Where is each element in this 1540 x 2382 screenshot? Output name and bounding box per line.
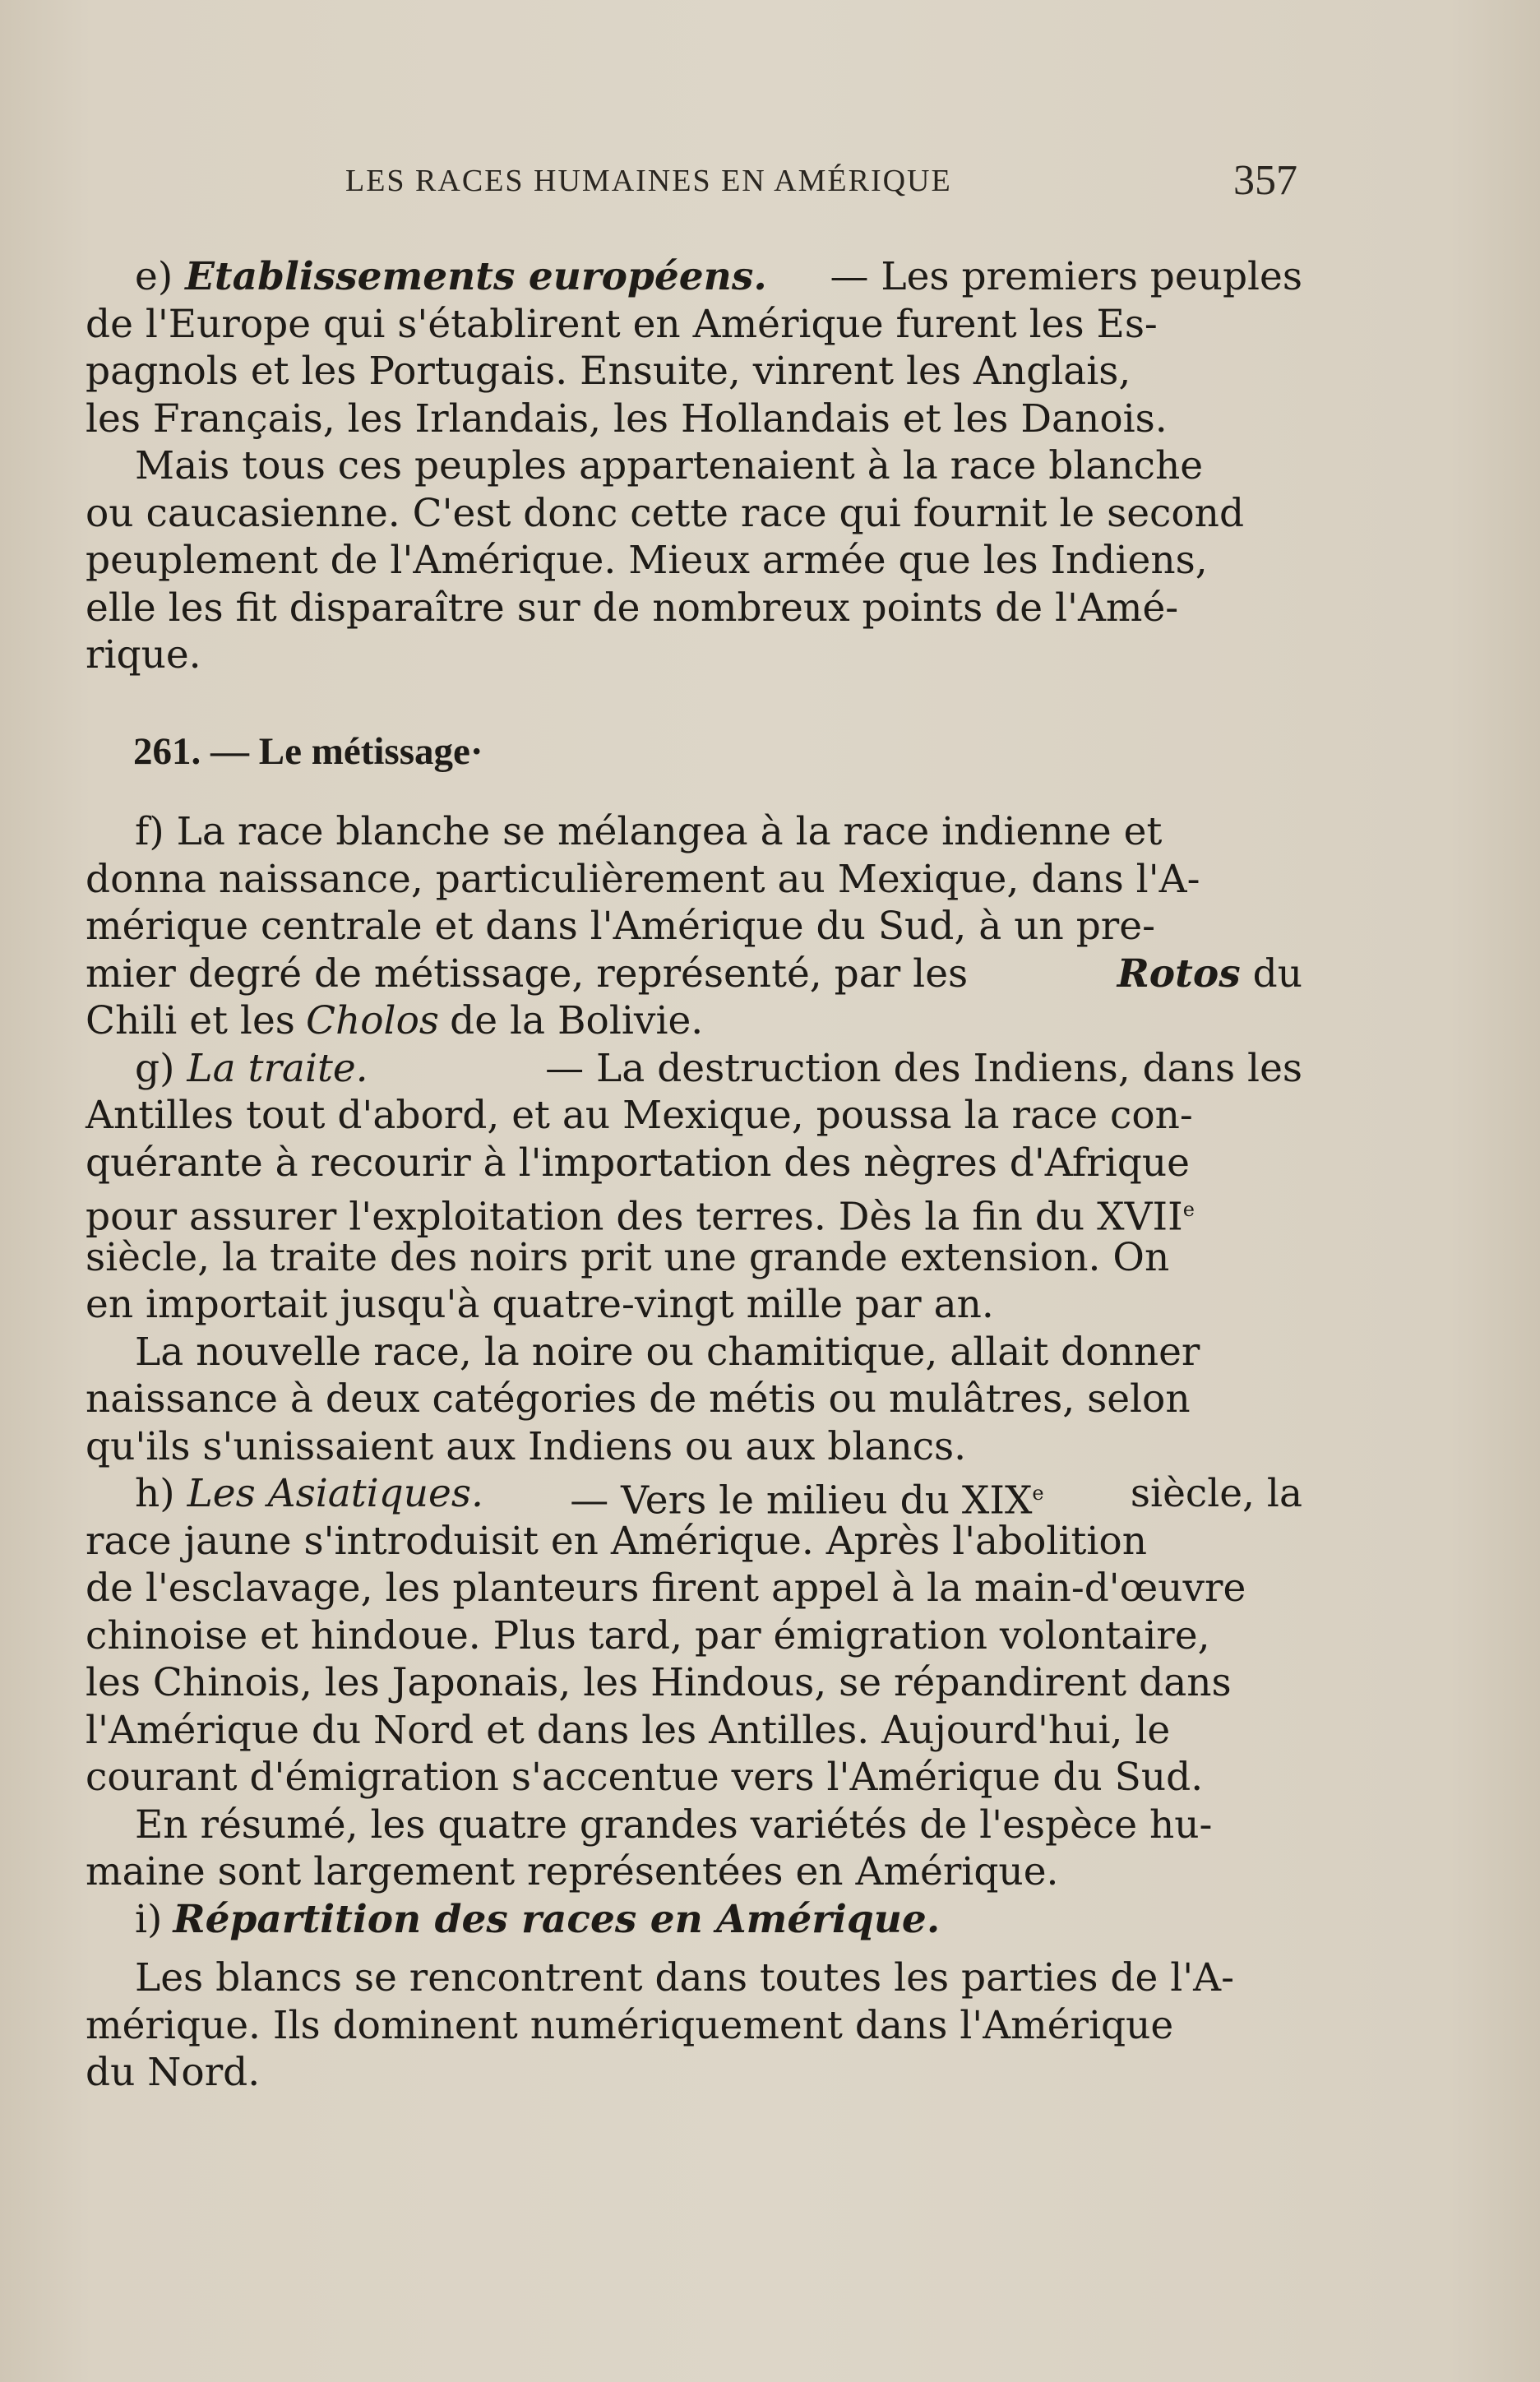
text-line: les Français, les Irlandais, les Hollandais et les Danois. bbox=[86, 395, 1168, 442]
text-line: courant d'émigration s'accentue vers l'Amérique du Sud. bbox=[86, 1755, 1204, 1800]
text-line: naissance à deux catégories de métis ou mulâtres, selon bbox=[86, 1376, 1191, 1422]
text-line: Les blancs se rencontrent dans toutes les parties de l'A- bbox=[135, 1955, 1234, 2000]
text-fragment: mier degré de métissage, représenté, par les bbox=[86, 950, 969, 997]
section-e-text: — Les premiers peuples bbox=[830, 254, 1302, 299]
text-line: chinoise et hindoue. Plus tard, par émigration volontaire, bbox=[86, 1612, 1210, 1658]
superscript: e bbox=[1032, 1482, 1044, 1505]
text-line: Mais tous ces peuples appartenaient à la race blanche bbox=[135, 443, 1204, 488]
text-fragment: Chili et les bbox=[86, 998, 295, 1043]
text-line: quérante à recourir à l'importation des nègres d'Afrique bbox=[86, 1140, 1190, 1186]
text-line: donna naissance, particulièrement au Mexique, dans l'A- bbox=[86, 856, 1200, 902]
text-line: maine sont largement représentées en Amérique. bbox=[86, 1849, 1059, 1894]
text-line: pagnols et les Portugais. Ensuite, vinrent les Anglais, bbox=[86, 349, 1131, 394]
paragraph-h-line-1 bbox=[86, 1470, 1302, 1524]
section-g-text: — La destruction des Indiens, dans les bbox=[545, 1045, 1302, 1091]
text-line-xvii bbox=[86, 1186, 1302, 1240]
text-fragment: du bbox=[1252, 950, 1302, 997]
section-g-marker: g) bbox=[135, 1045, 175, 1091]
paragraph-g-line-1 bbox=[86, 1045, 1302, 1093]
section-i-title: Répartition des races en Amérique. bbox=[173, 1896, 941, 1942]
text-line: En résumé, les quatre grandes variétés de l'espèce hu- bbox=[135, 1802, 1213, 1848]
running-title: LES RACES HUMAINES EN AMÉRIQUE bbox=[345, 164, 952, 198]
text-line-rotos bbox=[86, 950, 1302, 998]
text-line: qu'ils s'unissaient aux Indiens ou aux blancs. bbox=[86, 1423, 967, 1469]
section-h-title: Les Asiatiques. bbox=[187, 1471, 483, 1516]
text-line: elle les fit disparaître sur de nombreux points de l'Amé- bbox=[86, 585, 1179, 631]
section-e-marker: e) bbox=[135, 254, 173, 299]
text-line: ou caucasienne. C'est donc cette race qui fournit le second bbox=[86, 490, 1245, 536]
term-rotos: Rotos bbox=[1117, 950, 1241, 997]
text-line: f) La race blanche se mélangea à la race indienne et bbox=[135, 809, 1163, 854]
text-line: de l'esclavage, les planteurs firent appel à la main-d'œuvre bbox=[86, 1566, 1246, 1611]
text-fragment: de la Bolivie. bbox=[450, 998, 704, 1043]
text-line: de l'Europe qui s'établirent en Amérique furent les Es- bbox=[86, 301, 1158, 347]
text-line: mérique centrale et dans l'Amérique du Sud, à un pre- bbox=[86, 904, 1155, 949]
text-line: race jaune s'introduisit en Amérique. Après l'abolition bbox=[86, 1518, 1147, 1564]
text-line: rique. bbox=[86, 632, 201, 678]
text-line: du Nord. bbox=[86, 2050, 261, 2095]
text-fragment: siècle, la bbox=[1130, 1471, 1302, 1516]
term-cholos: Cholos bbox=[306, 998, 440, 1043]
text-line: peuplement de l'Amérique. Mieux armée que les Indiens, bbox=[86, 538, 1208, 583]
paragraph-e-line-1 bbox=[86, 253, 1302, 301]
section-h-marker: h) bbox=[135, 1471, 175, 1516]
text-line: Antilles tout d'abord, et au Mexique, poussa la race con- bbox=[86, 1093, 1193, 1138]
text-line: siècle, la traite des noirs prit une grande extension. On bbox=[86, 1234, 1170, 1280]
paragraph-i-line-1 bbox=[86, 1896, 1302, 1944]
section-e-title: Etablissements européens. bbox=[185, 254, 767, 299]
section-heading-261: 261. — Le métissage· bbox=[133, 729, 483, 773]
section-g-title: La traite. bbox=[187, 1045, 368, 1091]
text-line: les Chinois, les Japonais, les Hindous, se répandirent dans bbox=[86, 1660, 1232, 1705]
section-i-marker: i) bbox=[135, 1896, 163, 1942]
text-line-cholos bbox=[86, 997, 1302, 1045]
text-line: l'Amérique du Nord et dans les Antilles. Aujourd'hui, le bbox=[86, 1707, 1171, 1753]
text-line: en importait jusqu'à quatre-vingt mille par an. bbox=[86, 1282, 994, 1327]
text-line: La nouvelle race, la noire ou chamitique, allait donner bbox=[135, 1329, 1200, 1375]
body-text bbox=[86, 253, 1302, 2097]
superscript: e bbox=[1182, 1198, 1195, 1221]
text-line: mérique. Ils dominent numériquement dans l'Amérique bbox=[86, 2002, 1174, 2048]
text-fragment: — Vers le milieu du XIXe bbox=[570, 1478, 1044, 1524]
text-fragment: pour assurer l'exploitation des terres. Dès la fin du XVIIe bbox=[86, 1194, 1195, 1240]
page-number: 357 bbox=[1233, 157, 1297, 204]
